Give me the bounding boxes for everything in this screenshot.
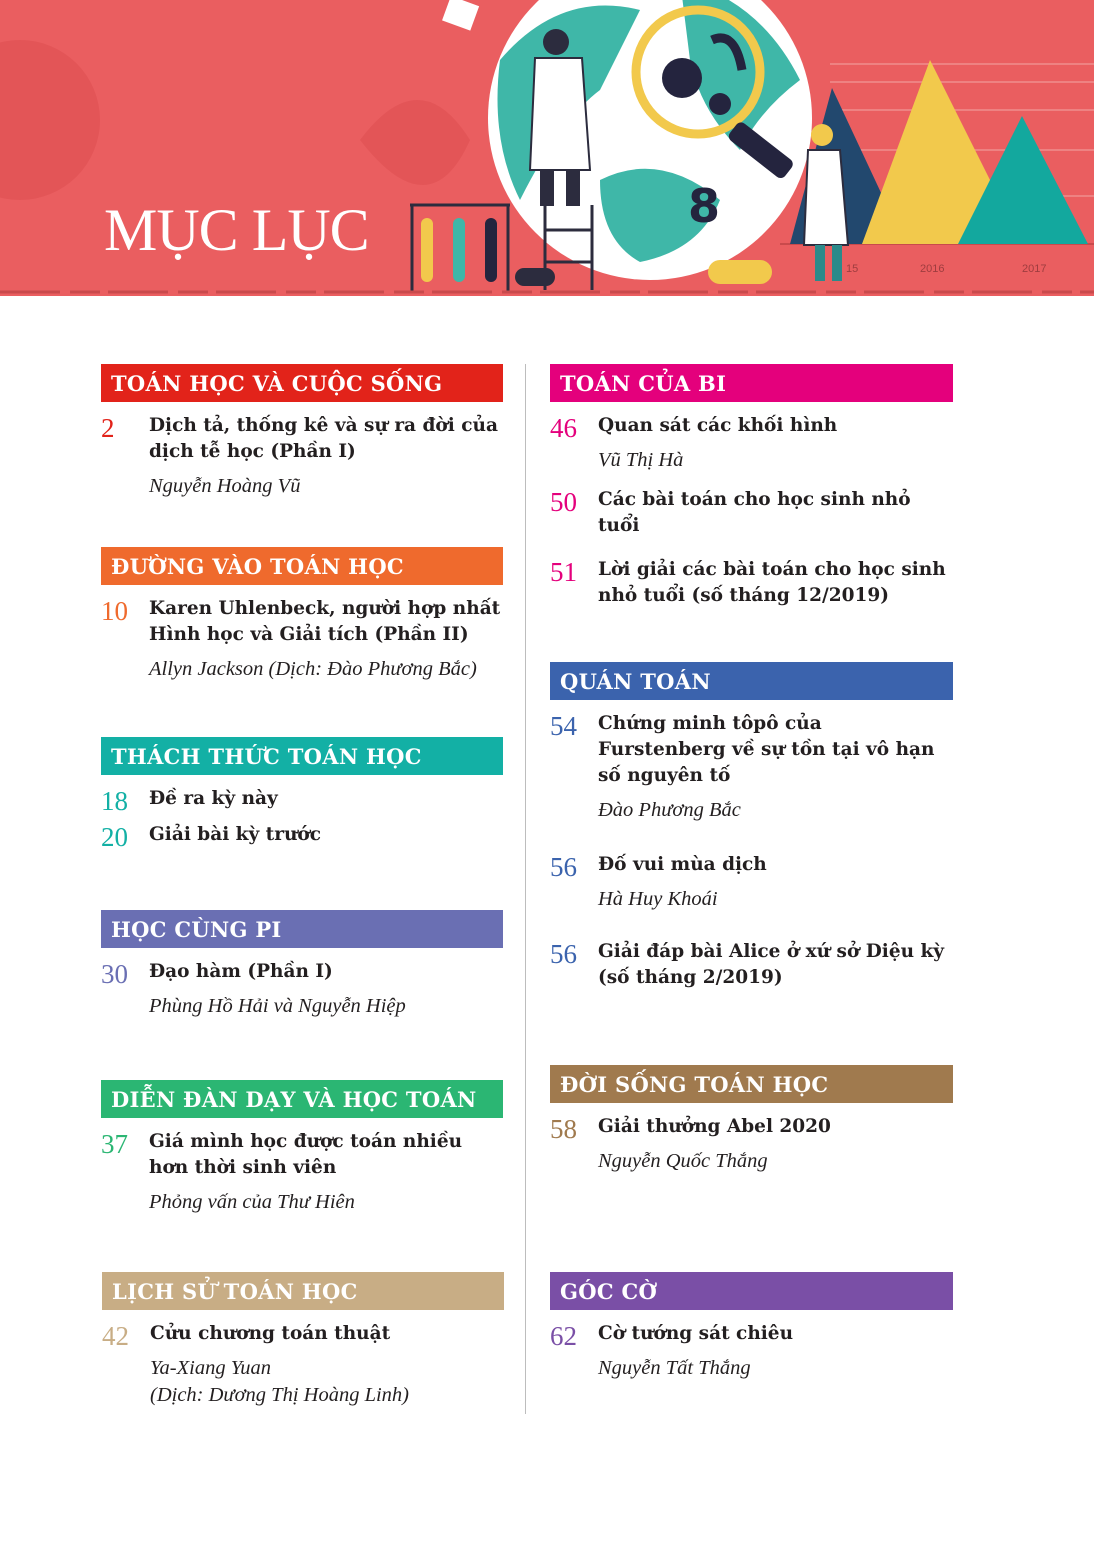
toc-entry[interactable]	[550, 711, 953, 824]
article-title: Giải thưởng Abel 2020	[598, 1116, 831, 1137]
article-title: Quan sát các khối hình	[598, 415, 838, 436]
section-toan-hoc-va-cuoc-song	[101, 364, 503, 500]
section-lich-su-toan-hoc	[102, 1272, 504, 1409]
section-header: TOÁN CỦA BI	[550, 364, 953, 402]
article-title: Karen Uhlenbeck, người hợp nhất Hình học và Giải tích (Phần II)	[149, 598, 501, 645]
section-goc-co	[550, 1272, 953, 1382]
toc-entry[interactable]	[101, 413, 503, 500]
section-header: DIỄN ĐÀN DẠY VÀ HỌC TOÁN	[101, 1080, 503, 1118]
article-title: Chứng minh tôpô của Furstenberg về sự tồn tại vô hạn số nguyên tố	[598, 713, 935, 786]
page-number: 46	[550, 413, 577, 443]
toc-entry[interactable]	[550, 1321, 953, 1382]
cell-icon: 8	[688, 179, 721, 233]
column-divider	[525, 364, 526, 1414]
scientist-left-icon	[543, 29, 569, 55]
article-author: Nguyễn Quốc Thắng	[598, 1150, 768, 1172]
leg-shape	[832, 245, 842, 281]
bandage-icon	[708, 260, 772, 284]
toc-entry[interactable]	[550, 939, 953, 991]
page-number: 51	[550, 557, 577, 587]
toc-entry[interactable]	[101, 596, 503, 683]
cube-icon	[442, 0, 479, 31]
chart-year-label: 15	[846, 263, 859, 275]
section-quan-toan	[550, 662, 953, 991]
article-author: Nguyễn Tất Thắng	[598, 1357, 751, 1379]
section-header: QUÁN TOÁN	[550, 662, 953, 700]
pill-icon	[515, 268, 555, 286]
chart-year-label: 2016	[920, 263, 945, 275]
section-duong-vao-toan-hoc	[101, 547, 503, 683]
bacteria-icon	[709, 93, 731, 115]
article-author: Allyn Jackson (Dịch: Đào Phương Bắc)	[149, 658, 477, 680]
section-doi-song-toan-hoc	[550, 1065, 953, 1175]
leg-shape	[540, 170, 554, 206]
scientist-right-icon	[811, 124, 833, 146]
test-tubes-icon	[410, 205, 510, 292]
section-hoc-cung-pi	[101, 910, 503, 1020]
article-title: Đố vui mùa dịch	[598, 854, 767, 875]
toc-entry[interactable]	[550, 413, 953, 474]
toc-entry[interactable]	[101, 786, 503, 816]
section-dien-dan-day-va-hoc-toan	[101, 1080, 503, 1216]
article-author: Nguyễn Hoàng Vũ	[149, 475, 301, 497]
bg-blob-shape	[0, 40, 100, 200]
lab-coat-shape	[530, 58, 590, 170]
page-number: 56	[550, 852, 577, 882]
page-number: 37	[101, 1129, 128, 1159]
article-title: Đạo hàm (Phần I)	[149, 961, 333, 982]
article-author: Phỏng vấn của Thư Hiên	[149, 1191, 355, 1213]
section-header: HỌC CÙNG PI	[101, 910, 503, 948]
article-title: Giá mình học được toán nhiều hơn thời sinh viên	[149, 1131, 463, 1178]
section-header: GÓC CỜ	[550, 1272, 953, 1310]
page-title: MỤC LỤC	[104, 197, 369, 263]
page-number: 10	[101, 596, 128, 626]
page-number: 42	[102, 1321, 129, 1351]
page-number: 54	[550, 711, 577, 741]
toc-entry[interactable]	[550, 1114, 953, 1175]
article-title: Lời giải các bài toán cho học sinh nhỏ tuổi (số tháng 12/2019)	[598, 559, 946, 606]
virus-icon	[662, 58, 702, 98]
section-header: ĐỜI SỐNG TOÁN HỌC	[550, 1065, 953, 1103]
article-author: Hà Huy Khoái	[598, 888, 718, 910]
article-author: Phùng Hồ Hải và Nguyễn Hiệp	[149, 995, 406, 1017]
article-title: Cửu chương toán thuật	[150, 1323, 391, 1344]
lab-coat-shape	[804, 150, 848, 245]
toc-entry[interactable]	[550, 852, 953, 913]
toc-entry[interactable]	[102, 1321, 504, 1409]
page-number: 20	[101, 822, 128, 852]
page-number: 30	[101, 959, 128, 989]
article-title: Các bài toán cho học sinh nhỏ tuổi	[598, 489, 911, 536]
article-title: Dịch tả, thống kê và sự ra đời của dịch tễ học (Phần I)	[149, 415, 498, 462]
page-number: 58	[550, 1114, 577, 1144]
page-number: 18	[101, 786, 128, 816]
page-number: 2	[101, 413, 115, 443]
bg-leaf-shape	[360, 100, 470, 185]
article-author: Vũ Thị Hà	[598, 449, 684, 471]
section-header: LỊCH SỬ TOÁN HỌC	[102, 1272, 504, 1310]
section-thach-thuc-toan-hoc	[101, 737, 503, 852]
section-header: ĐƯỜNG VÀO TOÁN HỌC	[101, 547, 503, 585]
toc-entry[interactable]	[550, 487, 953, 539]
section-header: THÁCH THỨC TOÁN HỌC	[101, 737, 503, 775]
article-title: Giải đáp bài Alice ở xứ sở Diệu kỳ (số tháng 2/2019)	[598, 941, 945, 988]
section-header: TOÁN HỌC VÀ CUỘC SỐNG	[101, 364, 503, 402]
header-banner	[0, 0, 1094, 296]
article-author: Đào Phương Bắc	[598, 799, 741, 821]
article-title: Giải bài kỳ trước	[149, 824, 322, 845]
toc-entry[interactable]	[101, 959, 503, 1020]
leg-shape	[566, 170, 580, 206]
article-title: Cờ tướng sát chiêu	[598, 1323, 794, 1344]
article-title: Đề ra kỳ này	[149, 788, 278, 809]
toc-entry[interactable]	[550, 557, 953, 609]
page-number: 56	[550, 939, 577, 969]
chart-year-label: 2017	[1022, 263, 1047, 275]
toc-entry[interactable]	[101, 1129, 503, 1216]
leg-shape	[815, 245, 825, 281]
page-number: 50	[550, 487, 577, 517]
section-toan-cua-bi	[550, 364, 953, 609]
toc-entry[interactable]	[101, 822, 503, 852]
page-number: 62	[550, 1321, 577, 1351]
article-translator: (Dịch: Dương Thị Hoàng Linh)	[150, 1384, 410, 1406]
article-author: Ya-Xiang Yuan	[150, 1357, 271, 1379]
